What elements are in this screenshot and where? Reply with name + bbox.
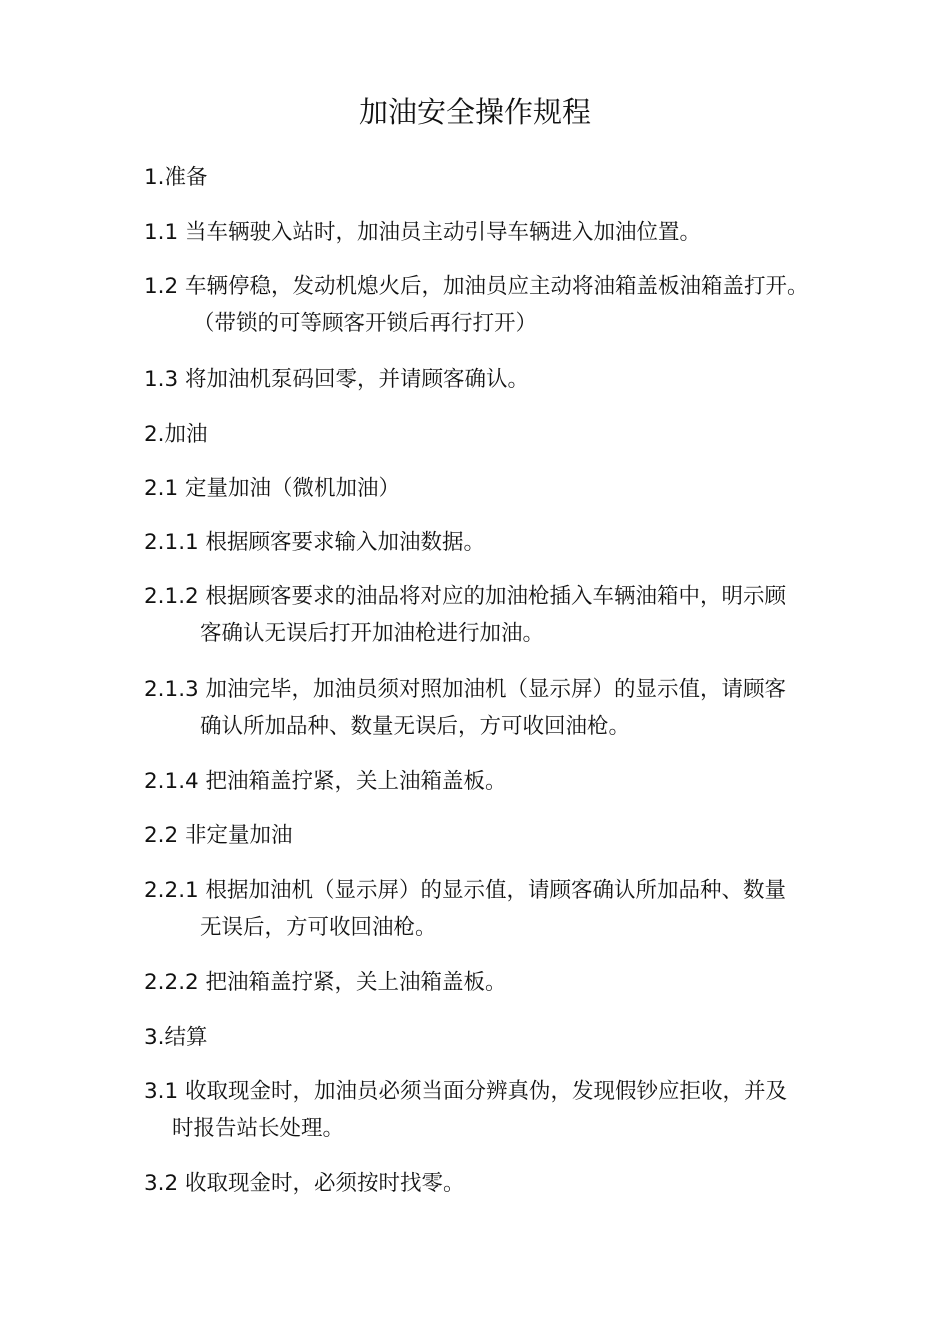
paragraph-2-2-1-continuation: 无误后，方可收回油枪。 <box>200 915 437 940</box>
section-heading-3: 3.结算 <box>144 1025 208 1050</box>
paragraph-1-2: 1.2 车辆停稳，发动机熄火后，加油员应主动将油箱盖板油箱盖打开。 <box>144 274 809 299</box>
paragraph-2-1-2: 2.1.2 根据顾客要求的油品将对应的加油枪插入车辆油箱中，明示顾 <box>144 584 787 609</box>
paragraph-2-1-3: 2.1.3 加油完毕，加油员须对照加油机（显示屏）的显示值，请顾客 <box>144 677 787 702</box>
paragraph-2-2-2: 2.2.2 把油箱盖拧紧，关上油箱盖板。 <box>144 970 507 995</box>
paragraph-2-1-1: 2.1.1 根据顾客要求输入加油数据。 <box>144 530 486 555</box>
paragraph-3-2: 3.2 收取现金时，必须按时找零。 <box>144 1171 465 1196</box>
paragraph-3-1-continuation: 时报告站长处理。 <box>172 1116 345 1141</box>
paragraph-1-1: 1.1 当车辆驶入站时，加油员主动引导车辆进入加油位置。 <box>144 220 702 245</box>
paragraph-1-3: 1.3 将加油机泵码回零，并请顾客确认。 <box>144 367 530 392</box>
paragraph-2-1-4: 2.1.4 把油箱盖拧紧，关上油箱盖板。 <box>144 769 507 794</box>
paragraph-2-1-3-continuation: 确认所加品种、数量无误后，方可收回油枪。 <box>200 714 631 739</box>
section-heading-2: 2.加油 <box>144 422 208 447</box>
subsection-heading-2-1: 2.1 定量加油（微机加油） <box>144 476 401 501</box>
page-title: 加油安全操作规程 <box>358 95 591 129</box>
subsection-heading-2-2: 2.2 非定量加油 <box>144 823 293 848</box>
section-heading-1: 1.准备 <box>144 165 208 190</box>
paragraph-1-2-continuation: （带锁的可等顾客开锁后再行打开） <box>193 311 538 336</box>
paragraph-2-2-1: 2.2.1 根据加油机（显示屏）的显示值，请顾客确认所加品种、数量 <box>144 878 787 903</box>
paragraph-2-1-2-continuation: 客确认无误后打开加油枪进行加油。 <box>200 621 545 646</box>
paragraph-3-1: 3.1 收取现金时，加油员必须当面分辨真伪，发现假钞应拒收，并及 <box>144 1079 788 1104</box>
